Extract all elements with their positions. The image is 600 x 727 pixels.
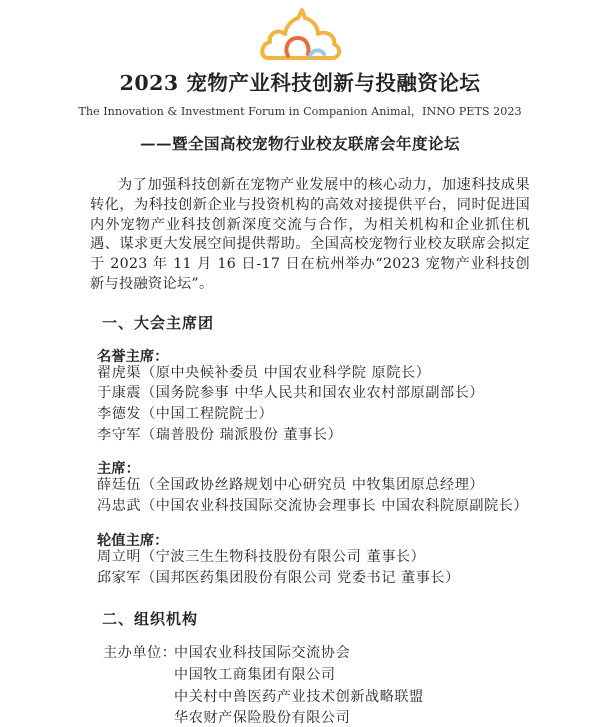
host-label: 主办单位： xyxy=(103,645,177,661)
host-organization: 中关村中兽医药产业技术创新战略联盟 xyxy=(174,689,424,705)
chair-label: 主席： xyxy=(97,461,140,477)
honorary-chair-label: 名誉主席： xyxy=(97,349,169,365)
subtitle-chinese: ——暨全国高校宠物行业校友联席会年度论坛 xyxy=(139,134,460,153)
host-organization: 中国牧工商集团有限公司 xyxy=(174,667,336,683)
host-organization: 华农财产保险股份有限公司 xyxy=(174,710,351,726)
page-title: 2023 宠物产业科技创新与投融资论坛 xyxy=(119,71,481,95)
honorary-chair-member: 于康震（国务院参事 中华人民共和国农业农村部原副部长） xyxy=(97,385,485,401)
host-organization: 中国农业科技国际交流协会 xyxy=(174,645,351,661)
honorary-chair-member: 李守军（瑞普股份 瑞派股份 董事长） xyxy=(97,427,343,443)
chair-member: 冯忠武（中国农业科技国际交流协会理事长 中国农科院原副院长） xyxy=(97,498,529,514)
rotating-chair-member: 邱家军（国邦医药集团股份有限公司 党委书记 董事长） xyxy=(97,570,460,586)
honorary-chair-member: 翟虎渠（原中央候补委员 中国农业科学院 原院长） xyxy=(97,365,431,381)
cat-outline-logo-icon xyxy=(258,8,344,64)
section-heading-organization: 二、组织机构 xyxy=(102,610,199,628)
rotating-chair-label: 轮值主席： xyxy=(97,533,169,549)
honorary-chair-member: 李德发（中国工程院院士） xyxy=(97,406,274,422)
section-heading-presidium: 一、大会主席团 xyxy=(102,314,215,332)
chair-member: 薛廷伍（全国政协丝路规划中心研究员 中牧集团原总经理） xyxy=(97,477,485,493)
intro-paragraph: 为了加强科技创新在宠物产业发展中的核心动力，加速科技成果转化，为科技创新企业与投资机构的高效对接提供平台，同时促进国内外宠物产业科技创新深度交流与合作，为相关机构和企业抓住机遇、谋求更大发展空间提供帮助。全国高校宠物行业校友联席会拟定于 2023 年 11 月 16 日-17 日在杭州举办“2023 宠物产业科技创新与投融资论坛”。 xyxy=(90,177,530,292)
rotating-chair-member: 周立明（宁波三生生物科技股份有限公司 董事长） xyxy=(97,549,426,565)
subtitle-english: The Innovation & Investment Forum in Companion Animal，INNO PETS 2023 xyxy=(78,105,522,118)
